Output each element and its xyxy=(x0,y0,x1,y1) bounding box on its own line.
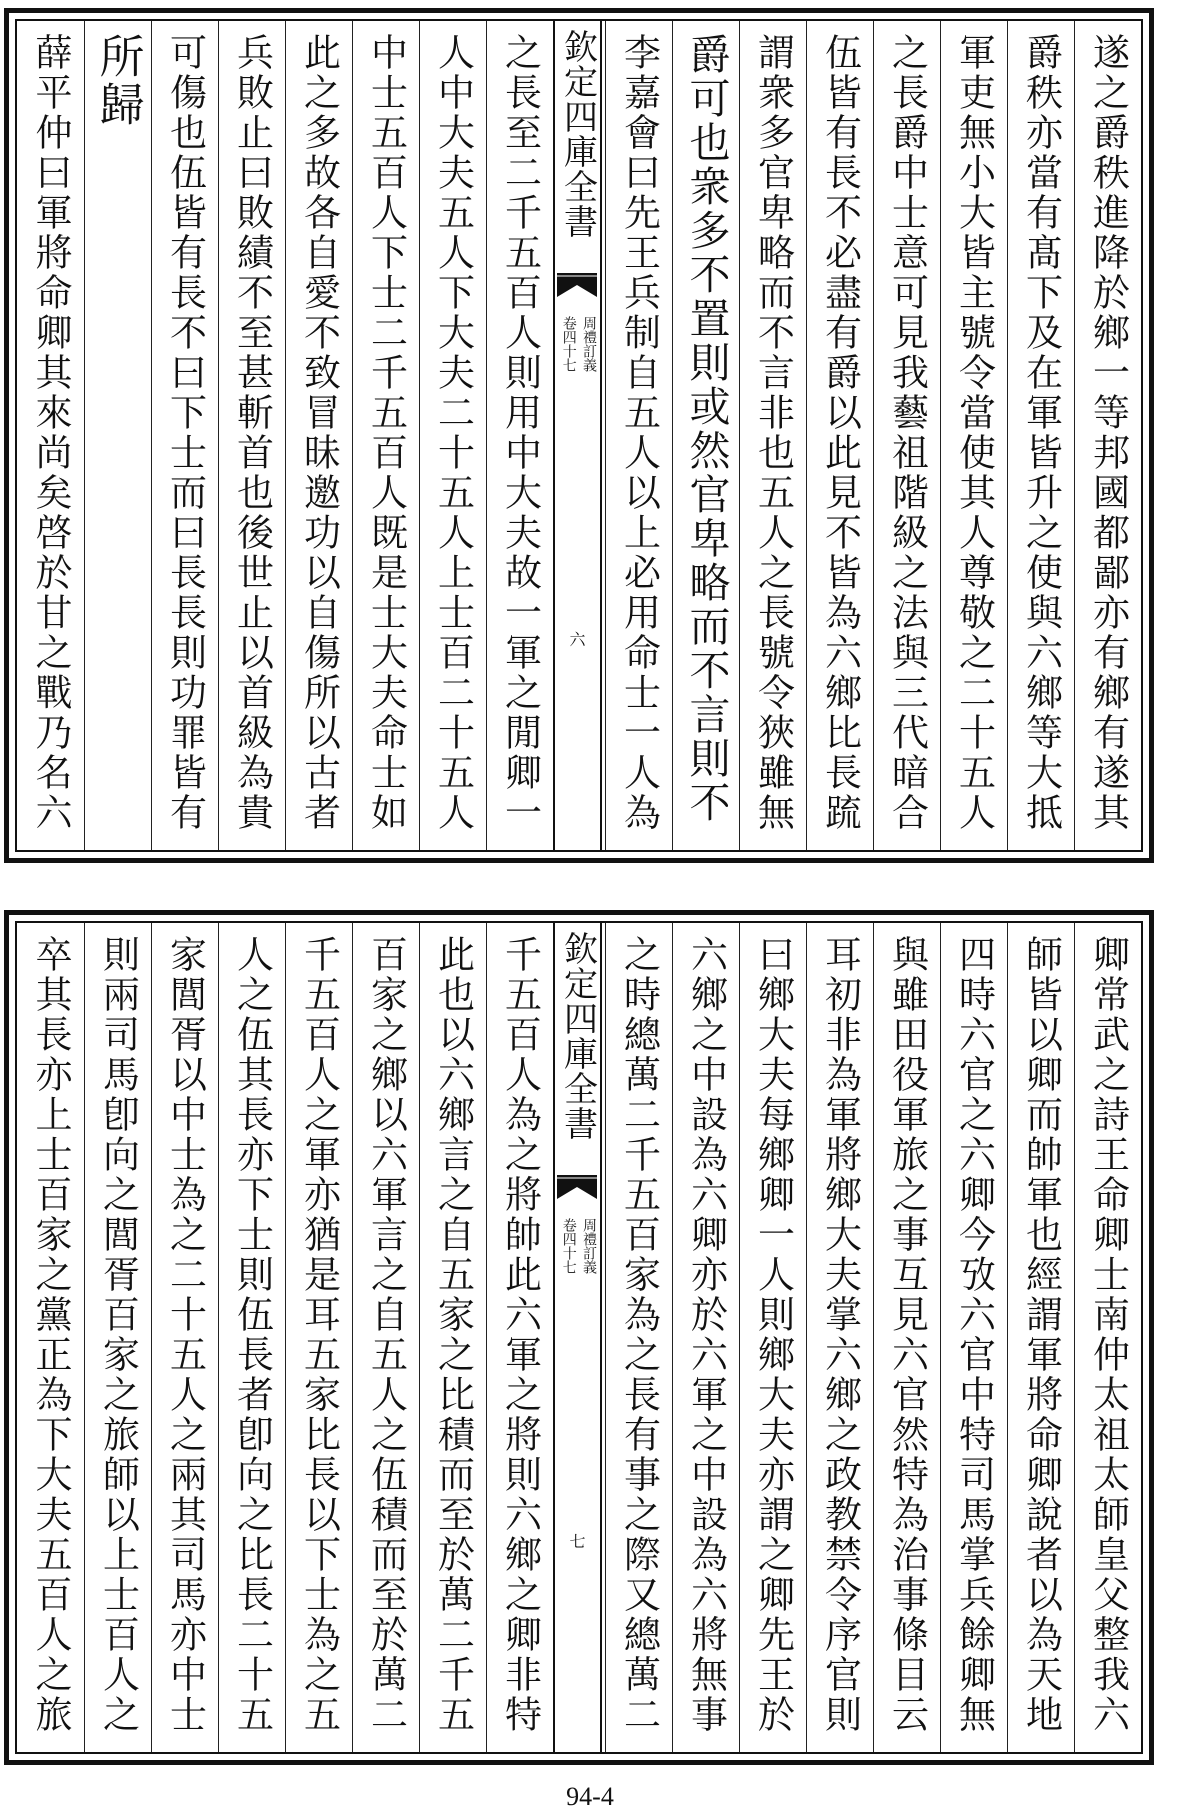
volume-label: 卷四十七 xyxy=(560,1218,577,1274)
text-column: 卿常武之詩王命卿士南仲太祖太師皇父整我六 xyxy=(1074,923,1141,1752)
page-bottom-right-columns xyxy=(532,923,1141,1752)
text-column: 軍吏無小大皆主號令當使其人尊敬之二十五人 xyxy=(940,21,1007,850)
fish-tail-mark xyxy=(557,273,597,297)
text-column: 家閭胥以中士為之二十五人之兩其司馬亦中士 xyxy=(151,923,218,1752)
text-column: 爵可也衆多不置則或然官卑略而不言則不 xyxy=(672,21,739,850)
sub-title: 周禮訂義 xyxy=(581,316,597,372)
text-column: 耳初非為軍將鄉大夫掌六鄉之政教禁令序官則 xyxy=(806,923,873,1752)
page-top-left-columns xyxy=(17,21,553,850)
center-margin xyxy=(553,923,602,1752)
text-column: 師皆以卿而帥軍也經謂軍將命卿說者以為天地 xyxy=(1007,923,1074,1752)
text-column: 人中大夫五人下大夫二十五人上士百二十五人 xyxy=(419,21,486,850)
text-column: 薛平仲曰軍將命卿其來尚矣啓於甘之戰乃名六 xyxy=(29,33,72,833)
text-column: 之長爵中士意可見我藝祖階級之法與三代暗合 xyxy=(873,21,940,850)
text-column: 中士五百人下士二千五百人既是士大夫命士如 xyxy=(352,21,419,850)
page-top-frame xyxy=(15,19,1143,852)
text-column: 與雖田役軍旅之事互見六官然特為治事條目云 xyxy=(873,923,940,1752)
page-top xyxy=(4,8,1154,863)
text-column: 此之多故各自愛不致冒昧邀功以自傷所以古者 xyxy=(285,21,352,850)
text-column: 百家之鄉以六軍言之自五人之伍積而至於萬二 xyxy=(352,923,419,1752)
text-column: 遂之爵秩進降於鄉一等邦國都鄙亦有鄉有遂其 xyxy=(1074,21,1141,850)
text-column: 六鄉之中設為六卿亦於六軍之中設為六將無事 xyxy=(672,923,739,1752)
sub-title: 周禮訂義 xyxy=(581,1218,597,1274)
page-number: 六 xyxy=(569,630,586,649)
center-margin xyxy=(553,21,602,850)
text-column: 曰鄉大夫每鄉卿一人則鄉大夫亦謂之卿先王於 xyxy=(739,923,806,1752)
text-column: 此也以六鄉言之自五家之比積而至於萬二千五 xyxy=(419,923,486,1752)
text-column: 人之伍其長亦下士則伍長者卽向之比長二十五 xyxy=(218,923,285,1752)
text-column: 之時總萬二千五百家為之長有事之際又總萬二 xyxy=(605,923,672,1752)
page-number: 七 xyxy=(569,1532,586,1551)
text-column: 卒其長亦上士百家之黨正為下大夫五百人之旅 xyxy=(29,935,72,1735)
text-column: 謂衆多官卑略而不言非也五人之長號令狹雖無 xyxy=(739,21,806,850)
text-column: 千五百人為之將帥此六軍之將則六鄉之卿非特 xyxy=(486,923,553,1752)
text-column: 之長至二千五百人則用中大夫故一軍之閒卿一 xyxy=(486,21,553,850)
book-title: 欽定四庫全書 xyxy=(557,29,598,239)
text-column: 則兩司馬卽向之閭胥百家之旅師以上士百人之 xyxy=(84,923,151,1752)
page-bottom-left-columns xyxy=(17,923,553,1752)
fish-tail-mark xyxy=(557,1175,597,1199)
text-column: 李嘉會曰先王兵制自五人以上必用命士一人為 xyxy=(605,21,672,850)
footer-page-code: 94-4 xyxy=(566,1782,614,1811)
page-bottom xyxy=(4,910,1154,1765)
text-column: 兵敗止曰敗績不至甚斬首也後世止以首級為貴 xyxy=(218,21,285,850)
volume-label: 卷四十七 xyxy=(560,316,577,372)
page-bottom-frame xyxy=(15,921,1143,1754)
text-column: 四時六官之六卿今攷六官中特司馬掌兵餘卿無 xyxy=(940,923,1007,1752)
text-column: 伍皆有長不必盡有爵以此見不皆為六鄉比長䟽 xyxy=(806,21,873,850)
text-column: 所歸 xyxy=(84,21,151,850)
book-title: 欽定四庫全書 xyxy=(557,931,598,1141)
text-column: 千五百人之軍亦猶是耳五家比長以下士為之五 xyxy=(285,923,352,1752)
text-column: 可傷也伍皆有長不曰下士而曰長長則功罪皆有 xyxy=(151,21,218,850)
page-top-right-columns xyxy=(532,21,1141,850)
text-column: 爵秩亦當有髙下及在軍皆升之使與六鄉等大抵 xyxy=(1007,21,1074,850)
